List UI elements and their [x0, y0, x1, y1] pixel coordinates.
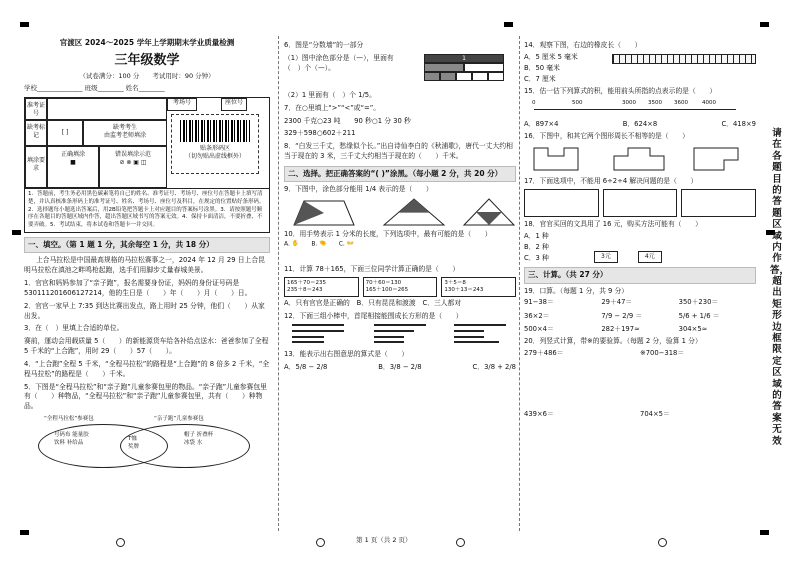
calc-item: 500×4＝	[524, 324, 554, 333]
option-c[interactable]: C．3 种	[524, 254, 549, 263]
calc-item: 36×2＝	[524, 311, 550, 320]
venn-right-items	[184, 432, 244, 447]
question-10: 10．用手势表示 1 分米的长度，下列选项中，最有可能的是（ ）	[284, 229, 492, 238]
question-15: 15．估一估下列算式的积，能用前头所指的点表示的是（ ）	[524, 87, 717, 96]
calc-line: 165＋70＝235	[287, 279, 326, 286]
student-info-fields[interactable]: 学校______________ 班级________ 姓名________	[24, 84, 165, 93]
question-6a: （1）图中涂色部分是（—），里面有（ ）个（—）。	[284, 53, 394, 72]
section-3-heading: 三、计算。（共 27 分）	[524, 267, 756, 283]
column-divider	[278, 36, 279, 531]
q9-figures	[284, 197, 516, 227]
alignment-mark	[20, 530, 29, 535]
q16-shapes-icon	[524, 142, 756, 174]
question-2: 2．官官一家早上 7:35 到达比赛出发点，路上用时 25 分钟，他们（ ）从家出发。	[24, 301, 265, 320]
venn-diagram	[24, 416, 270, 470]
wrong-fill-label: 错误填涂示范	[114, 151, 151, 159]
q6-area	[284, 54, 516, 88]
oral-calc-grid	[524, 298, 756, 334]
wrong-fill: 错误填涂示范 ⊘ ⊗ ▣ ◫	[99, 146, 167, 188]
intro-passage: 上合马拉松是中国最高规格的马拉松赛事之一，2024 年 12 月 29 日上合昆明马拉松在滇池之畔鸣枪起跑，选手们用脚步丈量春城美景。	[24, 256, 265, 275]
score-time: （试卷满分：100 分 考试用时：90 分钟）	[79, 71, 215, 80]
question-6: 6．图是“分数墙”的一部分	[284, 41, 364, 49]
q14-area	[524, 51, 756, 85]
fraction-wall-row	[424, 63, 504, 72]
question-12: 12．下面三组小棒中，首尾相接能围成长方形的是（ ）	[284, 311, 463, 320]
option-figure[interactable]	[681, 189, 756, 217]
alignment-mark	[760, 530, 769, 535]
label-candidate-no: 准考证号	[25, 98, 47, 120]
calc-item: 282＋197≈	[601, 324, 640, 333]
venn-item: 号码布	[54, 432, 71, 439]
tick-label: 0	[532, 100, 536, 107]
venn-item: 奖牌	[128, 443, 140, 450]
method-box	[363, 277, 438, 298]
venn-item: 折叠杯	[196, 432, 214, 439]
hand-gesture-icon: 🤏	[319, 239, 327, 247]
absent-mark-box[interactable]: [ ]	[47, 120, 83, 146]
q17-options-figures	[524, 189, 756, 217]
q18-area	[524, 230, 756, 264]
question-7a: 2300 千克○23 吨 90 秒○1 分 30 秒	[284, 116, 411, 125]
question-9: 9．下图中，涂色部分能用 1/4 表示的是（ ）	[284, 185, 433, 194]
barcode-label: 贴条形码区	[199, 145, 230, 153]
option-b[interactable]: B．50 毫米	[524, 64, 560, 73]
column-calc-grid	[524, 349, 756, 419]
q18-options	[524, 230, 584, 264]
venn-right-label: “亲子跑”儿童参赛包	[154, 416, 204, 423]
correct-fill-label: 正确填涂	[60, 151, 85, 159]
column-right	[524, 38, 756, 419]
calc-item: 704×5＝	[640, 409, 670, 418]
calc-item: 7/9 − 2/9 ＝	[601, 311, 643, 320]
exam-notes: 1．答题前，考生务必用黑色碳素笔将自己的姓名、准考证号、考场号、座位号在答题卡上填写清楚，并认真核准条形码上的准考证号、姓名、考场号、座位号及科目，在规定的位置贴好条形码。2．选择题每小题选出答案后，用2B铅笔把答题卡上对应题目的答案标号涂黑。3．请按照题号顺序在各题目的答题区域内作答，超出答题区域书写的答案无效。4．保持卡面清洁，不要折叠、不要弄破。5．考试结束，将本试卷和答题卡一并交回。	[24, 189, 270, 233]
calc-item: 29＋47＝	[601, 298, 633, 307]
barcode-area	[171, 114, 259, 174]
option-a[interactable]: A．897×4	[524, 120, 559, 129]
exam-title: 官渡区 2024～2025 学年上学期期末学业质量检测	[59, 38, 235, 47]
question-11-options[interactable]: A．只有官官是正确的 B．只有昆昆和渡渡 C．三人都对	[284, 299, 462, 308]
question-20: 20．列竖式计算，带※的要验算。（每题 2 分，验算 1 分）	[524, 336, 702, 345]
q9-shapes-icon	[284, 197, 516, 227]
venn-item: T恤	[128, 436, 137, 443]
option-b[interactable]: B．2 种	[524, 243, 549, 252]
registration-mark-icon	[456, 538, 465, 547]
question-1: 1．官官和妈妈参加了“亲子跑”，报名需要身份证，妈妈的身份证号码是 530111201606127214，他的生日是（ ）年（ ）月（ ）日。	[24, 279, 252, 297]
option-a[interactable]: A．5 厘米 5 毫米	[524, 52, 578, 61]
q15-options	[524, 120, 756, 129]
option-b[interactable]: B．3/8 − 2/8	[378, 362, 422, 371]
question-7: 7．在○里填上“>”“<”或“=”。	[284, 103, 381, 112]
question-18: 18．官官买回的文具用了 16 元，购买方法可能有（ ）	[524, 220, 702, 229]
question-8: 8．“白发三千丈，愁缘似个长。”出自诗仙李白的《秋浦歌》，唐代一丈大约相当于现在的 3 米，三千丈大约相当于现在的（ ）千米。	[284, 142, 513, 161]
label-room: 考场号	[167, 98, 197, 111]
alignment-mark	[20, 22, 29, 27]
correct-fill: 正确填涂 ■	[47, 146, 99, 188]
number-line	[524, 100, 756, 120]
column-middle	[284, 38, 516, 372]
option-b[interactable]: B．624×8	[622, 120, 658, 129]
side-instruction: 请在各题目的答题区域内作答，超出矩形边框限定区域的答案无效	[770, 128, 790, 447]
answer-sheet-info-box	[24, 97, 270, 189]
barcode-icon	[180, 120, 250, 142]
tick-label: 3500	[648, 100, 662, 107]
fraction-wall-row	[424, 72, 504, 81]
question-19: 19．口算。（每题 1 分，共 9 分）	[524, 286, 629, 295]
question-4: 4．“上合跑”全程 5 千米，“全程马拉松”的路程是“上合跑”的 8 倍多 2 千米，“全程马拉松”的路程是（ ）千米。	[24, 359, 270, 378]
venn-left-label: “全程马拉松”参赛包	[44, 416, 94, 423]
venn-item: 饮料	[54, 439, 66, 446]
fraction-wall	[424, 54, 504, 81]
ruler-figure	[612, 51, 756, 85]
calc-line: 235＋8＝243	[287, 286, 323, 293]
calc-item: 5/6 + 1/6 ＝	[678, 311, 720, 320]
section-2-heading: 二、选择。把正确答案的“( )”涂黑。（每小题 2 分，共 20 分）	[284, 166, 516, 182]
option-c[interactable]: C．3/8 + 2/8	[472, 362, 516, 371]
alignment-mark	[760, 22, 769, 27]
ruler-icon	[612, 54, 756, 64]
venn-middle-items	[128, 436, 158, 451]
venn-item: 能量胶	[72, 432, 89, 439]
option-figure[interactable]	[524, 189, 599, 217]
venn-item: 补给品	[66, 439, 84, 446]
label-fill-rule: 填涂要求	[25, 146, 47, 188]
price-tag: 4元	[638, 251, 662, 263]
hand-gesture-icon: ✋	[291, 239, 300, 247]
calc-item: 350＋230＝	[678, 298, 719, 307]
number-line-axis	[534, 109, 736, 110]
hand-gesture-icon: 👐	[346, 239, 355, 247]
question-11: 11．计算 78＋165，下面三位同学计算正确的是（ ）	[284, 264, 460, 273]
calc-line: 70＋60＝130	[365, 279, 402, 286]
absent-note: 缺考考生 由监考老师填涂	[83, 120, 167, 146]
question-7b: 329＋598○602＋211	[284, 129, 356, 138]
calc-line: 3＋5＝8	[444, 279, 466, 286]
calc-item: ※700−318＝	[640, 348, 685, 357]
calc-item: 304×5≈	[678, 324, 708, 333]
question-14: 14．观察下图，右边的橡皮长（ ）	[524, 41, 642, 49]
tick-label: 3000	[622, 100, 636, 107]
label-seat: 座位号	[221, 98, 247, 111]
calc-item: 279＋486＝	[524, 348, 564, 357]
q12-sticks-icon	[284, 321, 516, 343]
question-5: 5．下图是“全程马拉松”和“亲子跑”儿童参赛包里的物品。“亲子跑”儿童参赛包里有（ ）种物品，“全程马拉松”和“亲子跑”儿童参赛包里，共有（ ）种物品。	[24, 382, 267, 411]
venn-item: 冰袋	[184, 439, 196, 446]
subject-title: 三年级数学	[114, 53, 180, 69]
option-c[interactable]: C．7 厘米	[524, 75, 556, 84]
question-16: 16．下图中，和其它两个图形周长不相等的是（ ）	[524, 132, 689, 141]
question-17: 17．下面选项中，不能用 6÷2÷4 解决问题的是（ ）	[524, 177, 698, 186]
column-left	[24, 38, 270, 470]
option-figure[interactable]	[603, 189, 678, 217]
q14-options	[524, 51, 604, 85]
q13-options	[284, 363, 516, 372]
registration-mark-icon	[316, 538, 325, 547]
candidate-no-field[interactable]	[47, 98, 167, 120]
venn-left-items	[54, 432, 114, 447]
option-a[interactable]: A．1 种	[524, 231, 549, 240]
stationery-figures	[594, 230, 756, 264]
venn-item: 帽子	[184, 432, 196, 439]
calc-item: 91−38＝	[524, 298, 554, 307]
q16-shapes	[524, 142, 756, 174]
price-tag: 3元	[594, 251, 618, 263]
tick-label: 3600	[674, 100, 688, 107]
calc-line: 165＋100＝265	[365, 286, 409, 293]
q10-hand-figures: A. ✋ B. 🤏 C. 👐	[284, 239, 355, 248]
tick-label: 4000	[702, 100, 716, 107]
fraction-wall-whole: 1	[424, 54, 504, 63]
option-c[interactable]: C．418×9	[721, 120, 756, 129]
registration-mark-icon	[116, 538, 125, 547]
column-divider	[519, 36, 520, 531]
label-absent: 缺考标记	[25, 120, 47, 146]
page-footer: 第 1 页（共 2 页）	[356, 536, 412, 545]
tick-label: 500	[572, 100, 583, 107]
alignment-mark	[504, 22, 513, 27]
calc-item: 439×6＝	[524, 409, 554, 418]
option-a[interactable]: A．5/8 − 2/8	[284, 362, 328, 371]
question-3b: 赛前，運动会用载质量 5（ ）的新能源货车给各补给点送水：爸爸参加了全程 5 千米的“上合跑”，用时 29（ ）57（ ）。	[24, 337, 269, 356]
method-box	[284, 277, 359, 298]
section-1-heading: 一、填空。（第 1 题 1 分，其余每空 1 分，共 18 分）	[24, 237, 270, 253]
question-3: 3．在（ ）里填上合适的单位。	[24, 324, 124, 333]
question-13: 13．能表示出右图意思的算式是（ ）	[284, 349, 409, 358]
q11-methods	[284, 277, 516, 298]
question-6b: （2）1 里面有（ ）个 1/5。	[284, 90, 376, 99]
barcode-note: （切勿贴出虚线框外）	[184, 153, 245, 161]
alignment-mark	[12, 230, 21, 235]
registration-mark-icon	[658, 538, 667, 547]
venn-item: 水	[196, 439, 203, 446]
calc-line: 130＋13＝243	[444, 286, 484, 293]
method-box	[441, 277, 516, 298]
